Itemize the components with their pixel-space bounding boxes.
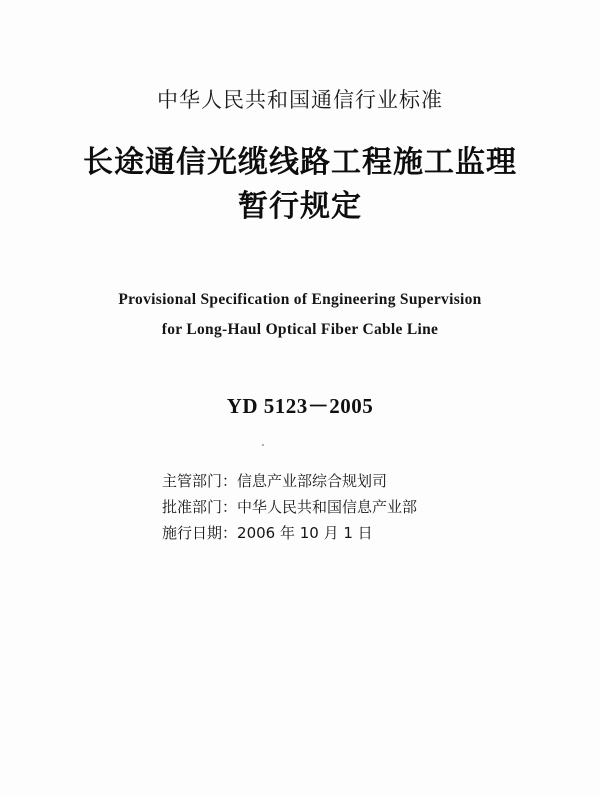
meta-value: 2006 年 10 月 1 日 [237,524,373,542]
meta-label: 主管部门 [162,472,223,490]
meta-separator: ： [222,472,238,490]
meta-label: 施行日期 [162,524,223,542]
chinese-title-line-1: 长途通信光缆线路工程施工监理 [83,145,517,180]
meta-separator: ： [222,498,238,516]
chinese-title-line-2: 暂行规定 [238,189,362,224]
meta-value: 中华人民共和国信息产业部 [237,498,418,516]
publication-info [162,468,417,546]
english-title-line-2: for Long-Haul Optical Fiber Cable Line [161,321,439,338]
english-title-line-1: Provisional Specification of Engineering Supervision [118,291,482,308]
meta-row-approving-department [162,494,417,520]
meta-value: 信息产业部综合规划司 [237,472,388,490]
standard-type-heading: 中华人民共和国通信行业标准 [157,88,443,112]
scan-speck [262,444,264,446]
chinese-title [0,142,600,228]
meta-row-competent-department [162,468,417,494]
standard-code: YD 5123－2005 [226,394,374,418]
meta-separator: ： [222,524,238,542]
english-title [0,285,600,345]
meta-row-effective-date [162,520,417,546]
meta-label: 批准部门 [162,498,223,516]
